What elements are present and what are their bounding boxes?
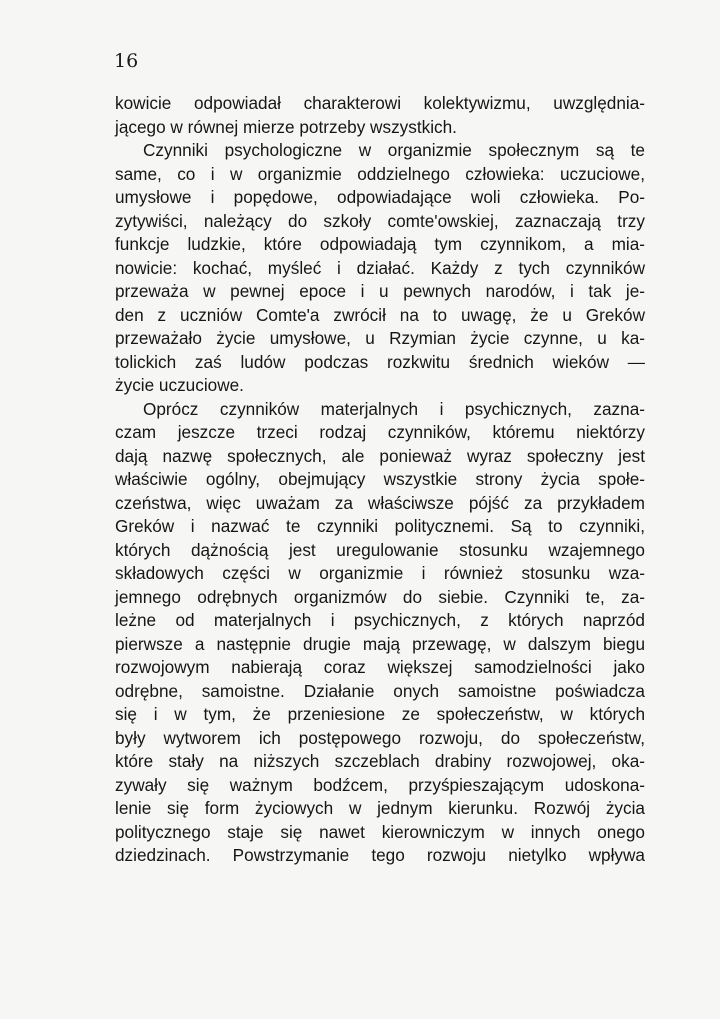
- text-line: politycznego staje się nawet kierowniczym w innych onego: [115, 821, 645, 842]
- text-line: jącego w równej mierze potrzeby wszystkich.: [115, 116, 457, 137]
- text-line: których dążnością jest uregulowanie stosunku wzajemnego: [115, 539, 645, 560]
- text-line: zywały się ważnym bodźcem, przyśpieszającym udoskona-: [115, 774, 645, 795]
- text-line: się i w tym, że przeniesione ze społeczeństw, w których: [115, 704, 645, 724]
- text-line: Greków i nazwać te czynniki politycznemi. Są to czynniki,: [115, 516, 645, 536]
- text-line: umysłowe i popędowe, odpowiadające woli człowieka. Po-: [115, 187, 645, 207]
- paragraph: [115, 398, 645, 868]
- text-line: den z uczniów Comte'a zwrócił na to uwagę, że u Greków: [115, 304, 645, 325]
- text-line: życie uczuciowe.: [115, 375, 244, 395]
- text-line: same, co i w organizmie oddzielnego człowieka: uczuciowe,: [115, 163, 645, 184]
- text-line: funkcje ludzkie, które odpowiadają tym czynnikom, a mia-: [115, 234, 645, 254]
- text-line: czeństwa, więc uważam za właściwsze pójść za przykładem: [115, 492, 645, 513]
- text-line: kowicie odpowiadał charakterowi kolektywizmu, uwzględnia-: [115, 93, 645, 113]
- text-line: dają nazwę społecznych, ale ponieważ wyraz społeczny jest: [115, 445, 645, 466]
- text-line: lenie się form życiowych w jednym kierunku. Rozwój życia: [115, 798, 645, 818]
- text-line: tolickich zaś ludów podczas rozkwitu średnich wieków —: [115, 351, 645, 372]
- text-line: które stały na niższych szczeblach drabiny rozwojowej, oka-: [115, 751, 645, 771]
- text-line: pierwsze a następnie drugie mają przewagę, w dalszym biegu: [115, 633, 645, 654]
- text-line: Czynniki psychologiczne w organizmie społecznym są te: [143, 140, 645, 160]
- body-text: [115, 92, 645, 868]
- paragraph: [115, 92, 645, 139]
- text-line: rozwojowym nabierają coraz większej samodzielności jako: [115, 657, 645, 677]
- text-line: składowych części w organizmie i również stosunku wza-: [115, 563, 645, 583]
- text-line: odrębne, samoistne. Działanie onych samoistne poświadcza: [115, 680, 645, 701]
- text-line: przeważa w pewnej epoce i u pewnych narodów, i tak je-: [115, 281, 645, 301]
- text-line: dziedzinach. Powstrzymanie tego rozwoju nietylko wpływa: [115, 845, 645, 865]
- text-line: czam jeszcze trzeci rodzaj czynników, któremu niektórzy: [115, 422, 645, 442]
- text-line: nowicie: kochać, myśleć i działać. Każdy z tych czynników: [115, 257, 645, 278]
- paragraph: [115, 139, 645, 398]
- text-line: właściwie ogólny, obejmujący wszystkie strony życia społe-: [115, 469, 645, 489]
- text-line: Oprócz czynników materjalnych i psychicznych, zazna-: [143, 398, 645, 419]
- text-line: leżne od materjalnych i psychicznych, z których naprzód: [115, 610, 645, 630]
- text-line: były wytworem ich postępowego rozwoju, do społeczeństw,: [115, 727, 645, 748]
- text-line: zytywiści, należący do szkoły comte'owskiej, zaznaczają trzy: [115, 210, 645, 231]
- text-line: przeważało życie umysłowe, u Rzymian życie czynne, u ka-: [115, 328, 645, 348]
- page-number: 16: [114, 50, 139, 72]
- text-line: jemnego odrębnych organizmów do siebie. Czynniki te, za-: [115, 586, 645, 607]
